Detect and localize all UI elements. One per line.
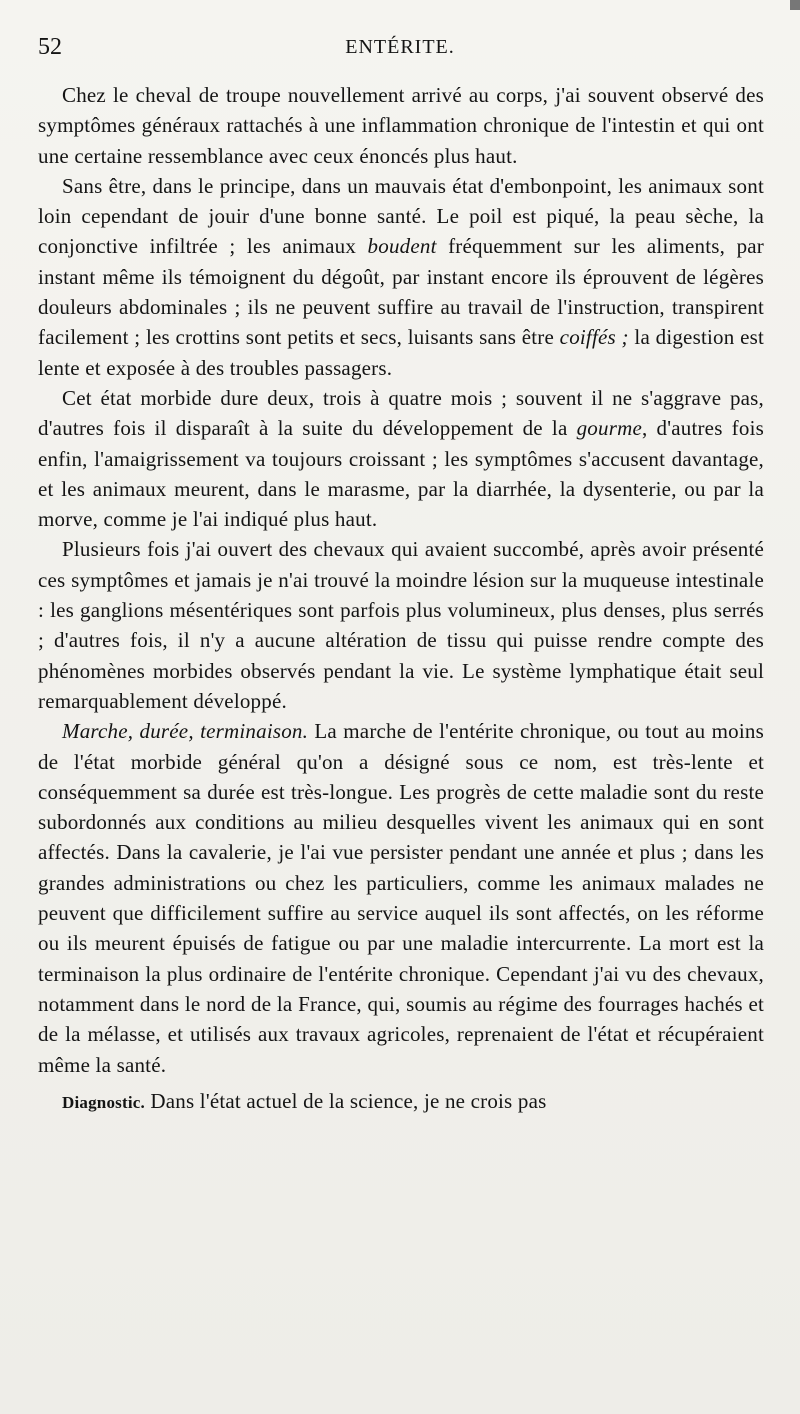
paragraph-3-text-a: Cet état morbide dure deux, trois à quatre mois ; souvent il ne s'aggrave pas, d'autres fois il disparaît à la suite du développement de la [38, 385, 764, 441]
paragraph-2-text-b: fréquemment sur les aliments, par instant même ils témoignent du dégoût, par instant encore ils éprouvent de légères douleurs abdominales ; ils ne peuvent suffire au travail de l'instruction, transpirent facilement ; les crottins sont petits et secs, luisants sans être [38, 234, 765, 350]
paragraph-4-text: Plusieurs fois j'ai ouvert des chevaux qui avaient succombé, après avoir présenté ces symptômes et jamais je n'ai trouvé la moindre lésion sur la muqueuse intestinale : les ganglions mésentériques sont parfois plus volumineux, plus denses, plus serrés ; d'autres fois, il n'y a aucune altération de tissu qui puisse rendre compte des phénomènes morbides observés pendant la vie. Le système lymphatique était seul remarquablement développé. [38, 537, 764, 713]
italic-coiffes: coiffés ; [559, 325, 629, 350]
paragraph-3 [38, 383, 764, 534]
section-heading-diagnostic: Diagnostic. [62, 1092, 145, 1112]
paragraph-2 [38, 171, 764, 383]
paragraph-5 [38, 716, 764, 1080]
italic-boudent: boudent [367, 234, 437, 259]
running-head: ENTÉRITE. [345, 36, 455, 58]
paragraph-5-text: La marche de l'entérite chronique, ou tout au moins de l'état morbide général qu'on a désigné sous ce nom, est très-lente et conséquemment sa durée est très-longue. Les progrès de cette maladie sont du reste subordonnés aux conditions au milieu desquelles vivent les animaux qui en sont affectés. Dans la cavalerie, je l'ai vue persister pendant une année et plus ; dans les grandes administrations ou chez les particuliers, comme les animaux malades ne peuvent que difficilement suffire au service auquel ils sont affectés, on les réforme ou ils meurent épuisés de fatigue ou par une maladie intercurrente. La mort est la terminaison la plus ordinaire de l'entérite chronique. Cependant j'ai vu des chevaux, notamment dans le nord de la France, qui, soumis au régime des fourrages hachés et de la mélasse, et utilisés aux travaux agricoles, reprenaient de l'état et récupéraient même la santé. [38, 719, 764, 1077]
section-heading-marche: Marche, durée, terminaison. [62, 719, 309, 744]
italic-gourme: gourme [576, 416, 642, 441]
paragraph-4 [38, 534, 764, 716]
paragraph-3-text-b: , d'autres fois enfin, l'amaigrissement va toujours croissant ; les symptômes s'accusent davantage, et les animaux meurent, dans le marasme, par la diarrhée, la dysenterie, ou par la morve, comme je l'ai indiqué plus haut. [38, 416, 764, 532]
paragraph-1 [38, 80, 764, 171]
paragraph-6 [38, 1086, 764, 1118]
paragraph-2-text-c: la digestion est lente et exposée à des troubles passagers. [38, 325, 764, 380]
page-header [38, 34, 762, 70]
page-number: 52 [38, 34, 62, 60]
scan-corner-mark [790, 0, 800, 10]
body-text [38, 80, 764, 1118]
paragraph-6-text: Dans l'état actuel de la science, je ne crois pas [144, 1088, 547, 1113]
paragraph-1-text: Chez le cheval de troupe nouvellement arrivé au corps, j'ai souvent observé des symptômes généraux rattachés à une inflammation chronique de l'intestin et qui ont une certaine ressemblance avec ceux énoncés plus haut. [38, 83, 764, 168]
paragraph-2-text-a: Sans être, dans le principe, dans un mauvais état d'embonpoint, les animaux sont loin cependant de jouir d'une bonne santé. Le poil est piqué, la peau sèche, la conjonctive infiltrée ; les animaux [38, 173, 764, 259]
